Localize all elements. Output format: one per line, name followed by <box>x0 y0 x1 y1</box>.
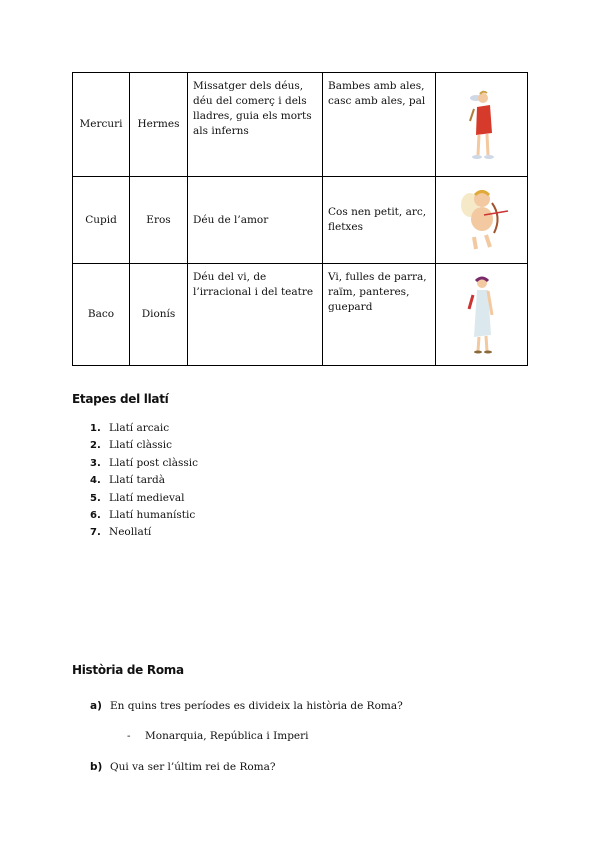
question-letter: a) <box>90 700 102 712</box>
greek-name-cell: Eros <box>130 177 188 264</box>
cupid-figure-icon <box>454 185 510 255</box>
latin-stages-heading: Etapes del llatí <box>72 392 169 406</box>
image-cell <box>436 177 528 264</box>
greek-name-cell: Dionís <box>130 264 188 366</box>
description-cell: Missatger dels déus, déu del comerç i dels lladres, guia els morts als inferns <box>188 73 323 177</box>
question-text: En quins tres períodes es divideix la història de Roma? <box>110 700 403 712</box>
table-row <box>73 73 528 177</box>
mercury-figure-icon <box>462 85 502 165</box>
description-cell: Déu de l’amor <box>188 177 323 264</box>
image-cell <box>436 73 528 177</box>
question-text: Qui va ser l’últim rei de Roma? <box>110 761 276 773</box>
attributes-cell: Bambes amb ales, casc amb ales, pal <box>323 73 436 177</box>
bacchus-figure-icon <box>464 275 500 355</box>
image-cell <box>436 264 528 366</box>
gods-table <box>72 72 528 366</box>
table-row <box>73 177 528 264</box>
answer-text: Monarquia, República i Imperi <box>145 730 309 742</box>
list-item: 6. Llatí humanístic <box>90 508 196 521</box>
list-item: 2. Llatí clàssic <box>90 439 173 452</box>
attributes-cell: Vi, fulles de parra, raïm, panteres, guepard <box>323 264 436 366</box>
description-cell: Déu del vi, de l’irracional i del teatre <box>188 264 323 366</box>
list-item: 5. Llatí medieval <box>90 491 185 504</box>
question-a <box>90 700 403 712</box>
roman-name-cell: Mercuri <box>73 73 130 177</box>
latin-stages-list <box>90 420 198 542</box>
list-item: 7. Neollatí <box>90 526 152 539</box>
roman-name-cell: Cupid <box>73 177 130 264</box>
list-item: 3. Llatí post clàssic <box>90 456 199 469</box>
answer-dash: - <box>127 730 131 742</box>
list-item: 1. Llatí arcaic <box>90 422 170 434</box>
roman-name-cell: Baco <box>73 264 130 366</box>
rome-history-heading: Història de Roma <box>72 663 184 677</box>
list-item: 4. Llatí tardà <box>90 474 165 487</box>
greek-name-cell: Hermes <box>130 73 188 177</box>
question-letter: b) <box>90 761 103 773</box>
answer-a <box>127 730 309 742</box>
attributes-cell: Cos nen petit, arc, fletxes <box>323 177 436 264</box>
question-b <box>90 761 276 773</box>
table-row <box>73 264 528 366</box>
